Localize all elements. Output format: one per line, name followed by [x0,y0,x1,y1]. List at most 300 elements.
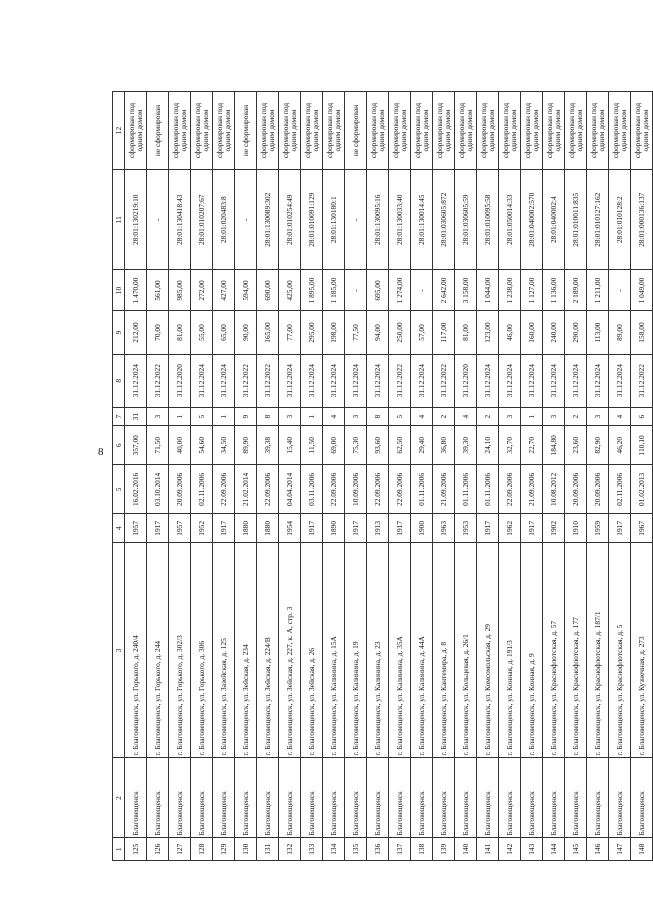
land-status-cell: сформирован под одним домом [455,92,477,170]
settlement-cell: Благовещенск [499,758,521,838]
recognition-date-cell: 22.09.2006 [499,465,521,514]
column-header: 6 [113,426,125,465]
land-status-cell: сформирован под одним домом [257,92,279,170]
residents-count-cell: 1 [169,407,191,425]
total-area-cell: 46,00 [499,311,521,354]
recognition-date-cell: 21.09.2006 [521,465,543,514]
table-row [543,92,565,861]
land-area-cell: 1 895,00 [301,270,323,311]
land-status-cell: сформирован под одним домом [301,92,323,170]
total-area-cell: 290,00 [565,311,587,354]
table-body [125,92,653,861]
housing-register-table [112,91,653,861]
row-number-cell: 144 [543,838,565,861]
total-area-cell: 240,00 [543,311,565,354]
address-cell: г. Благовещенск, ул. Зейская, д. 234 [235,543,257,758]
land-status-cell: не сформирован [147,92,169,170]
cadastral-number-cell: 28:01:030605:872 [433,170,455,270]
address-cell: г. Благовещенск, ул. Зейская, д. 26 [301,543,323,758]
area-cell: 89,90 [235,426,257,465]
address-cell: г. Благовещенск, ул. Конная, д. 191/3 [499,543,521,758]
area-cell: 54,60 [191,426,213,465]
row-number-cell: 146 [587,838,609,861]
column-header: 11 [113,170,125,270]
address-cell: г. Благовещенск, ул. Кузнечная, д. 273 [631,543,653,758]
year-built-cell: 1880 [257,514,279,543]
address-cell: г. Благовещенск, ул. Краснофлотская, д. 177 [565,543,587,758]
area-cell: 110,10 [631,426,653,465]
table-row [521,92,543,861]
land-area-cell: 690,00 [257,270,279,311]
year-built-cell: 1957 [169,514,191,543]
relocation-deadline-cell: 31.12.2020 [169,354,191,407]
address-cell: г. Благовещенск, ул. Кантемира, д. 8 [433,543,455,758]
settlement-cell: Благовещенск [279,758,301,838]
land-status-cell: не сформирован [345,92,367,170]
residents-count-cell: 4 [455,407,477,425]
table-row [257,92,279,861]
land-status-cell: сформирован под одним домом [477,92,499,170]
year-built-cell: 1917 [345,514,367,543]
settlement-cell: Благовещенск [411,758,433,838]
relocation-deadline-cell: 31.12.2020 [455,354,477,407]
total-area-cell: 117,00 [433,311,455,354]
relocation-deadline-cell: 31.12.2022 [631,354,653,407]
land-status-cell: сформирован под одним домом [587,92,609,170]
cadastral-number-cell: 28:01:130089:302 [257,170,279,270]
relocation-deadline-cell: 31.12.2024 [565,354,587,407]
land-area-cell: - [411,270,433,311]
row-number-cell: 128 [191,838,213,861]
area-cell: 23,60 [565,426,587,465]
settlement-cell: Благовещенск [609,758,631,838]
address-cell: г. Благовещенск, ул. Комсомольская, д. 29 [477,543,499,758]
table-row [301,92,323,861]
total-area-cell: 81,00 [169,311,191,354]
settlement-cell: Благовещенск [345,758,367,838]
land-area-cell: 594,00 [235,270,257,311]
recognition-date-cell: 02.11.2006 [609,465,631,514]
row-number-cell: 131 [257,838,279,861]
cadastral-number-cell: 28:01:040002:4 [543,170,565,270]
settlement-cell: Благовещенск [543,758,565,838]
row-number-cell: 125 [125,838,147,861]
row-number-cell: 138 [411,838,433,861]
table-row [609,92,631,861]
cadastral-number-cell: 28:01:010128:2 [609,170,631,270]
cadastral-number-cell: 28:01:010011:835 [565,170,587,270]
cadastral-number-cell: 28:01:130033:40 [389,170,411,270]
recognition-date-cell: 22.09.2006 [257,465,279,514]
land-area-cell: 425,00 [279,270,301,311]
table-row [433,92,455,861]
area-cell: 39,38 [257,426,279,465]
row-number-cell: 132 [279,838,301,861]
total-area-cell: 90,00 [235,311,257,354]
year-built-cell: 1880 [235,514,257,543]
total-area-cell: 70,00 [147,311,169,354]
recognition-date-cell: 01.11.2006 [477,465,499,514]
recognition-date-cell: 21.09.2006 [433,465,455,514]
settlement-cell: Благовещенск [147,758,169,838]
land-status-cell: сформирован под одним домом [169,92,191,170]
settlement-cell: Благовещенск [191,758,213,838]
land-area-cell: 2 189,00 [565,270,587,311]
relocation-deadline-cell: 31.12.2022 [235,354,257,407]
area-cell: 71,50 [147,426,169,465]
table-row [565,92,587,861]
recognition-date-cell: 03.11.2006 [301,465,323,514]
land-area-cell: 427,00 [213,270,235,311]
relocation-deadline-cell: 31.12.2022 [147,354,169,407]
relocation-deadline-cell: 31.12.2024 [367,354,389,407]
address-cell: г. Благовещенск, ул. Кольцевая, д. 26/1 [455,543,477,758]
year-built-cell: 1917 [521,514,543,543]
area-cell: 40,00 [169,426,191,465]
relocation-deadline-cell: 31.12.2024 [411,354,433,407]
total-area-cell: 81,00 [455,311,477,354]
relocation-deadline-cell: 31.12.2024 [499,354,521,407]
total-area-cell: 113,00 [587,311,609,354]
land-area-cell: 1 127,00 [521,270,543,311]
area-cell: 357,00 [125,426,147,465]
land-status-cell: сформирован под одним домом [279,92,301,170]
cadastral-number-cell: - [147,170,169,270]
settlement-cell: Благовещенск [169,758,191,838]
column-header: 12 [113,92,125,170]
land-status-cell: сформирован под одним домом [609,92,631,170]
table-row [345,92,367,861]
table-row [235,92,257,861]
residents-count-cell: 3 [147,407,169,425]
land-area-cell: 272,00 [191,270,213,311]
recognition-date-cell: 03.10.2014 [147,465,169,514]
row-number-cell: 142 [499,838,521,861]
table-row [169,92,191,861]
land-area-cell: 1 044,00 [477,270,499,311]
residents-count-cell: 2 [565,407,587,425]
relocation-deadline-cell: 31.12.2024 [587,354,609,407]
land-area-cell: 1 211,00 [587,270,609,311]
residents-count-cell: 8 [367,407,389,425]
relocation-deadline-cell: 31.12.2022 [389,354,411,407]
residents-count-cell: 5 [389,407,411,425]
cadastral-number-cell: 28:01:010127:162 [587,170,609,270]
total-area-cell: 57,00 [411,311,433,354]
address-cell: г. Благовещенск, ул. Горького, д. 240/4 [125,543,147,758]
area-cell: 69,00 [323,426,345,465]
residents-count-cell: 3 [587,407,609,425]
relocation-deadline-cell: 31.12.2024 [521,354,543,407]
land-status-cell: сформирован под одним домом [367,92,389,170]
residents-count-cell: 1 [213,407,235,425]
cadastral-number-cell: - [235,170,257,270]
recognition-date-cell: 10.09.2006 [345,465,367,514]
total-area-cell: 123,00 [477,311,499,354]
year-built-cell: 1952 [191,514,213,543]
residents-count-cell: 2 [433,407,455,425]
residents-count-cell: 31 [125,407,147,425]
settlement-cell: Благовещенск [631,758,653,838]
relocation-deadline-cell: 31.12.2024 [301,354,323,407]
area-cell: 29,40 [411,426,433,465]
land-status-cell: сформирован под одним домом [125,92,147,170]
land-area-cell: 1 274,00 [389,270,411,311]
area-cell: 82,90 [587,426,609,465]
year-built-cell: 1917 [147,514,169,543]
address-cell: г. Благовещенск, ул. Калинина, д. 19 [345,543,367,758]
land-status-cell: сформирован под одним домом [411,92,433,170]
total-area-cell: 160,00 [521,311,543,354]
year-built-cell: 1902 [543,514,565,543]
relocation-deadline-cell: 31.12.2024 [477,354,499,407]
address-cell: г. Благовещенск, ул. Калинина, д. 35А [389,543,411,758]
table-row [587,92,609,861]
row-number-cell: 147 [609,838,631,861]
total-area-cell: 77,00 [279,311,301,354]
land-area-cell: 1 049,00 [631,270,653,311]
residents-count-cell: 1 [521,407,543,425]
land-area-cell: 985,00 [169,270,191,311]
column-header: 8 [113,354,125,407]
row-number-cell: 137 [389,838,411,861]
area-cell: 75,30 [345,426,367,465]
table-row [191,92,213,861]
area-cell: 184,80 [543,426,565,465]
row-number-cell: 127 [169,838,191,861]
residents-count-cell: 4 [609,407,631,425]
settlement-cell: Благовещенск [367,758,389,838]
land-area-cell: 3 158,00 [455,270,477,311]
address-cell: г. Благовещенск, ул. Краснофлотская, д. 5 [609,543,631,758]
column-header: 2 [113,758,125,838]
column-header: 5 [113,465,125,514]
total-area-cell: 65,00 [213,311,235,354]
table-row [631,92,653,861]
land-area-cell: 2 642,00 [433,270,455,311]
relocation-deadline-cell: 31.12.2024 [543,354,565,407]
area-cell: 11,50 [301,426,323,465]
residents-count-cell: 4 [411,407,433,425]
settlement-cell: Благовещенск [477,758,499,838]
recognition-date-cell: 10.08.2012 [543,465,565,514]
total-area-cell: 77,50 [345,311,367,354]
residents-count-cell: 9 [235,407,257,425]
row-number-cell: 140 [455,838,477,861]
total-area-cell: 89,00 [609,311,631,354]
cadastral-number-cell: 28:01:030605:59 [455,170,477,270]
table-row [279,92,301,861]
total-area-cell: 94,00 [367,311,389,354]
land-status-cell: сформирован под одним домом [565,92,587,170]
year-built-cell: 1917 [477,514,499,543]
cadastral-number-cell: 28:01:130014:45 [411,170,433,270]
year-built-cell: 1967 [631,514,653,543]
relocation-deadline-cell: 31.12.2024 [125,354,147,407]
total-area-cell: 165,00 [257,311,279,354]
column-header: 4 [113,514,125,543]
year-built-cell: 1917 [609,514,631,543]
land-area-cell: 1 136,00 [543,270,565,311]
total-area-cell: 295,00 [301,311,323,354]
address-cell: г. Благовещенск, ул. Конная, д. 9 [521,543,543,758]
column-number-row [113,92,125,861]
year-built-cell: 1954 [279,514,301,543]
relocation-deadline-cell: 31.12.2024 [345,354,367,407]
residents-count-cell: 1 [301,407,323,425]
year-built-cell: 1962 [499,514,521,543]
recognition-date-cell: 04.04.2014 [279,465,301,514]
row-number-cell: 135 [345,838,367,861]
area-cell: 32,70 [499,426,521,465]
table-row [367,92,389,861]
table-row [147,92,169,861]
row-number-cell: 143 [521,838,543,861]
cadastral-number-cell: 28:01:010091:129 [301,170,323,270]
total-area-cell: 55,00 [191,311,213,354]
land-status-cell: сформирован под одним домом [191,92,213,170]
row-number-cell: 141 [477,838,499,861]
column-header: 1 [113,838,125,861]
year-built-cell: 1913 [367,514,389,543]
total-area-cell: 158,00 [631,311,653,354]
recognition-date-cell: 20.09.2006 [587,465,609,514]
rotated-register [112,91,650,861]
year-built-cell: 1910 [565,514,587,543]
land-area-cell: 561,00 [147,270,169,311]
year-built-cell: 1959 [587,514,609,543]
relocation-deadline-cell: 31.12.2022 [433,354,455,407]
land-status-cell: сформирован под одним домом [521,92,543,170]
residents-count-cell: 3 [345,407,367,425]
row-number-cell: 129 [213,838,235,861]
settlement-cell: Благовещенск [565,758,587,838]
cadastral-number-cell: 28:01:130418:43 [169,170,191,270]
land-area-cell: 695,00 [367,270,389,311]
settlement-cell: Благовещенск [389,758,411,838]
year-built-cell: 1890 [323,514,345,543]
land-area-cell: 1 238,00 [499,270,521,311]
cadastral-number-cell: 28:01:040002:570 [521,170,543,270]
area-cell: 62,50 [389,426,411,465]
settlement-cell: Благовещенск [125,758,147,838]
column-header: 10 [113,270,125,311]
year-built-cell: 1917 [213,514,235,543]
land-status-cell: сформирован под одним домом [543,92,565,170]
table-row [455,92,477,861]
land-status-cell: сформирован под одним домом [499,92,521,170]
year-built-cell: 1917 [389,514,411,543]
year-built-cell: 1900 [411,514,433,543]
residents-count-cell: 4 [323,407,345,425]
recognition-date-cell: 22.09.2006 [367,465,389,514]
relocation-deadline-cell: 31.12.2024 [279,354,301,407]
residents-count-cell: 8 [257,407,279,425]
area-cell: 93,60 [367,426,389,465]
column-header: 9 [113,311,125,354]
address-cell: г. Благовещенск, ул. Горького, д. 306 [191,543,213,758]
year-built-cell: 1957 [125,514,147,543]
row-number-cell: 145 [565,838,587,861]
column-header: 7 [113,407,125,425]
recognition-date-cell: 01.11.2006 [455,465,477,514]
recognition-date-cell: 22.09.2006 [213,465,235,514]
address-cell: г. Благовещенск, ул. Калинина, д. 44А [411,543,433,758]
row-number-cell: 133 [301,838,323,861]
cadastral-number-cell: 28:01:130180:1 [323,170,345,270]
total-area-cell: 212,00 [125,311,147,354]
address-cell: г. Благовещенск, ул. Калинина, д. 23 [367,543,389,758]
total-area-cell: 198,00 [323,311,345,354]
cadastral-number-cell: 28:01:020483:8 [213,170,235,270]
land-area-cell: 1 470,00 [125,270,147,311]
settlement-cell: Благовещенск [433,758,455,838]
cadastral-number-cell: - [345,170,367,270]
cadastral-number-cell: 28:01:130095:16 [367,170,389,270]
land-area-cell: - [609,270,631,311]
cadastral-number-cell: 28:01:050014:33 [499,170,521,270]
relocation-deadline-cell: 31.12.2024 [323,354,345,407]
land-status-cell: не сформирован [235,92,257,170]
relocation-deadline-cell: 31.12.2024 [609,354,631,407]
row-number-cell: 130 [235,838,257,861]
settlement-cell: Благовещенск [235,758,257,838]
recognition-date-cell: 01.11.2006 [411,465,433,514]
address-cell: г. Благовещенск, ул. Горького, д. 302/3 [169,543,191,758]
settlement-cell: Благовещенск [323,758,345,838]
page-number: 8 [98,446,104,458]
settlement-cell: Благовещенск [521,758,543,838]
table-row [499,92,521,861]
cadastral-number-cell: 28:01:010095:58 [477,170,499,270]
settlement-cell: Благовещенск [213,758,235,838]
residents-count-cell: 3 [279,407,301,425]
area-cell: 15,40 [279,426,301,465]
recognition-date-cell: 01.02.2013 [631,465,653,514]
residents-count-cell: 5 [191,407,213,425]
area-cell: 24,10 [477,426,499,465]
table-row [411,92,433,861]
area-cell: 46,20 [609,426,631,465]
table-row [389,92,411,861]
cadastral-number-cell: 28:01:010207:67 [191,170,213,270]
recognition-date-cell: 02.11.2006 [191,465,213,514]
land-area-cell: - [345,270,367,311]
address-cell: г. Благовещенск, ул. Краснофлотская, д. 187/1 [587,543,609,758]
settlement-cell: Благовещенск [301,758,323,838]
recognition-date-cell: 21.02.2014 [235,465,257,514]
residents-count-cell: 6 [631,407,653,425]
row-number-cell: 136 [367,838,389,861]
table-row [213,92,235,861]
year-built-cell: 1953 [455,514,477,543]
cadastral-number-cell: 28:01:130219:10 [125,170,147,270]
area-cell: 22,70 [521,426,543,465]
table-row [323,92,345,861]
address-cell: г. Благовещенск, ул. Горького, д. 244 [147,543,169,758]
address-cell: г. Благовещенск, ул. Зазейская, д. 125 [213,543,235,758]
row-number-cell: 139 [433,838,455,861]
address-cell: г. Благовещенск, ул. Калинина, д. 15А [323,543,345,758]
relocation-deadline-cell: 31.12.2024 [191,354,213,407]
column-header: 3 [113,543,125,758]
cadastral-number-cell: 28:01:000136:137 [631,170,653,270]
address-cell: г. Благовещенск, ул. Зейская, д. 227, к. А, стр. 3 [279,543,301,758]
recognition-date-cell: 20.09.2006 [565,465,587,514]
land-status-cell: сформирован под одним домом [213,92,235,170]
land-area-cell: 1 185,00 [323,270,345,311]
land-status-cell: сформирован под одним домом [433,92,455,170]
